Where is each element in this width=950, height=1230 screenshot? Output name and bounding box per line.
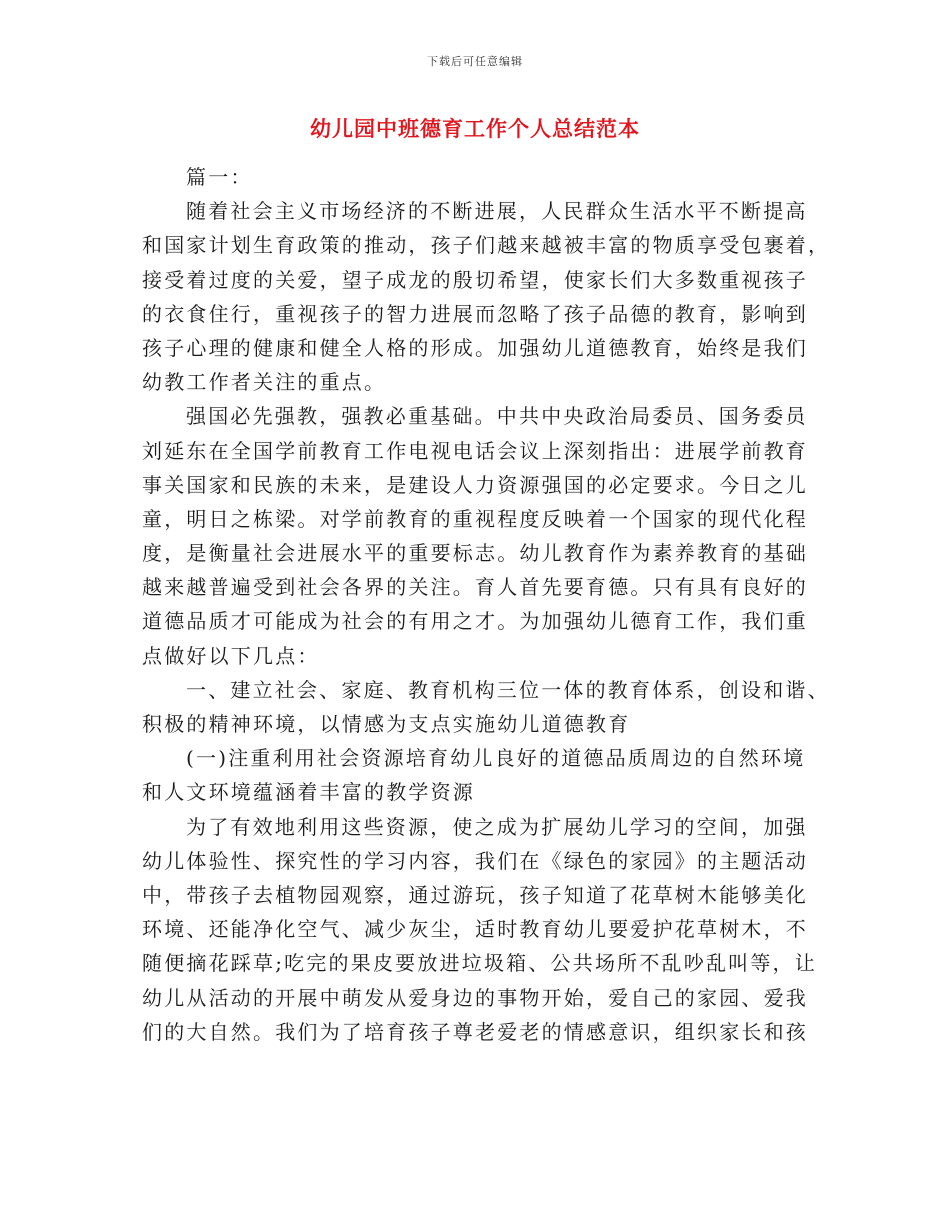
paragraph-line: 度，是衡量社会进展水平的重要标志。幼儿教育作为素养教育的基础 [142,541,808,566]
paragraph-line: 幼教工作者关注的重点。 [142,370,387,395]
document-body [142,160,831,1049]
page-header-note: 下载后可任意编辑 [427,55,523,68]
paragraph-line: 中，带孩子去植物园观察，通过游玩，孩子知道了花草树木能够美化 [142,882,808,907]
paragraph-line: 随着社会主义市场经济的不断进展，人民群众生活水平不断提高 [186,199,808,224]
paragraph-line: 幼儿从活动的开展中萌发从爱身边的事物开始，爱自己的家园、爱我 [142,985,808,1010]
paragraph-line: 环境、还能净化空气、减少灰尘，适时教育幼儿要爱护花草树木，不 [142,917,808,942]
paragraph-line: 强国必先强教，强教必重基础。中共中央政治局委员、国务委员 [186,404,808,429]
section-label: 篇一： [186,165,253,189]
paragraph-line: 越来越普遍受到社会各界的关注。育人首先要育德。只有具有良好的 [142,575,808,600]
paragraph-line: 孩子心理的健康和健全人格的形成。加强幼儿道德教育，始终是我们 [142,335,808,360]
paragraph-line: 的衣食住行，重视孩子的智力进展而忽略了孩子品德的教育，影响到 [142,301,808,326]
paragraph-line: 随便摘花踩草;吃完的果皮要放进垃圾箱、公共场所不乱吵乱叫等，让 [142,951,817,976]
paragraph-line: 道德品质才可能成为社会的有用之才。为加强幼儿德育工作，我们重 [142,609,808,634]
paragraph-line: 一、建立社会、家庭、教育机构三位一体的教育体系，创设和谐、 [186,677,830,702]
paragraph-line: (一)注重利用社会资源培育幼儿良好的道德品质周边的自然环境 [186,746,806,771]
paragraph-line: 刘延东在全国学前教育工作电视电话会议上深刻指出：进展学前教育 [142,438,808,463]
paragraph-line: 幼儿体验性、探究性的学习内容，我们在《绿色的家园》的主题活动 [142,848,808,873]
paragraph-line: 积极的精神环境，以情感为支点实施幼儿道德教育 [142,712,631,736]
paragraph-line: 接受着过度的关爱，望子成龙的殷切希望，使家长们大多数重视孩子 [142,267,808,292]
paragraph-line: 和人文环境蕴涵着丰富的教学资源 [142,780,475,805]
paragraph-line: 点做好以下几点： [142,643,320,668]
paragraph-line: 童，明日之栋梁。对学前教育的重视程度反映着一个国家的现代化程 [142,506,808,531]
paragraph-line: 们的大自然。我们为了培育孩子尊老爱老的情感意识，组织家长和孩 [142,1019,808,1044]
paragraph-line: 为了有效地利用这些资源，使之成为扩展幼儿学习的空间，加强 [186,814,808,839]
paragraph-line: 事关国家和民族的未来，是建设人力资源强国的必定要求。今日之儿 [142,472,808,497]
document-title: 幼儿园中班德育工作个人总结范本 [310,116,640,141]
paragraph-line: 和国家计划生育政策的推动，孩子们越来越被丰富的物质享受包裹着， [142,233,831,258]
